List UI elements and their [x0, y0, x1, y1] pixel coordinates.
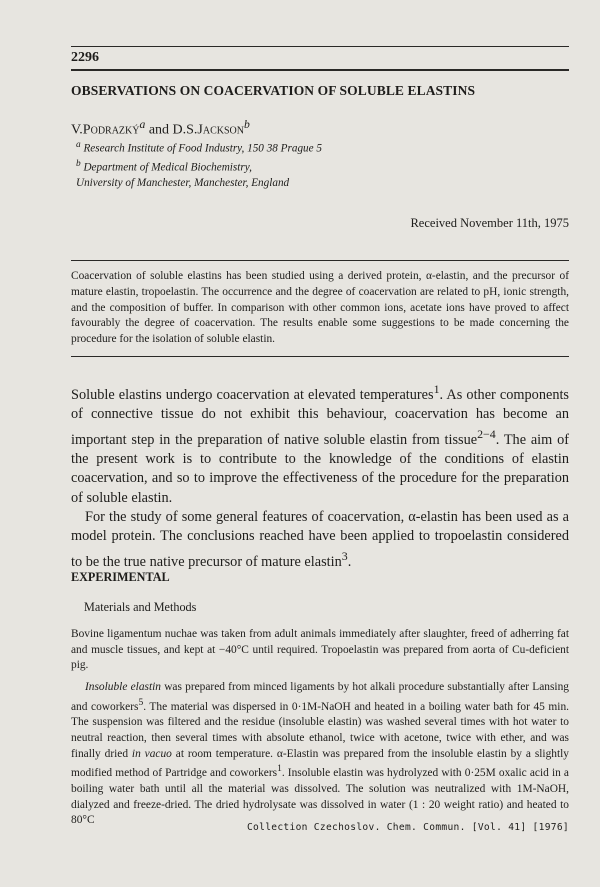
author-2-mark: b: [244, 118, 250, 131]
author-1-mark: a: [139, 118, 146, 131]
intro-paragraph-1: Soluble elastins undergo coacervation at elevated temperatures$^1$. As other components of connective tissue do not exhibit this behaviour, coacervation has become an important step in the preparation of native soluble elastin from tissue$^{2-4}$. The aim of the present work is to contribute to the knowledge of the conditions of elastin coacervation, and so to improve the effectiveness of the procedure for the preparation of soluble elastin.: [71, 382, 569, 506]
affiliation-b-cont: University of Manchester, Manchester, England: [76, 177, 290, 190]
body-paragraph-1: Bovine ligamentum nuchae was taken from adult animals immediately after slaughter, freed of adherring fat and muscle tissues, and kept at −40°C until required. Tropoelastin was prepared from aorta of Cu-deficient pig.: [71, 628, 569, 672]
affiliations: [76, 138, 322, 192]
header-rule-thin: [71, 46, 569, 47]
affiliation-a: $^a$ Research Institute of Food Industry, 150 38 Prague 5: [76, 140, 322, 155]
author-conj: and: [145, 122, 173, 138]
journal-footer: Collection Czechoslov. Chem. Commun. [Vol. 41] [1976]: [246, 822, 569, 833]
experimental-body: [71, 627, 569, 835]
article-title: OBSERVATIONS ON COACERVATION OF SOLUBLE ELASTINS: [71, 83, 476, 98]
author-2: D.S.Jackson: [172, 122, 244, 138]
page-number: 2296: [71, 50, 99, 65]
section-heading-experimental: EXPERIMENTAL: [71, 570, 170, 584]
subsection-heading: Materials and Methods: [84, 600, 197, 614]
abstract-rule-bottom: [71, 356, 569, 357]
abstract: Coacervation of soluble elastins has been studied using a derived protein, α-elastin, and the precursor of mature elastin, tropoelastin. The occurrence and the degree of coacervation are related to pH, ionic strength, and the composition of buffer. In comparison with other common ions, acetate ions have proved to affect favourably the degree of coacervation. The results enable some suggestions to be made concerning the procedure for the isolation of soluble elastin.: [71, 270, 569, 346]
received-date: Received November 11th, 1975: [410, 216, 569, 230]
header-rule-thick: [71, 69, 569, 71]
affiliation-b: $^b$ Department of Medical Biochemistry,: [76, 159, 252, 174]
author-1: V.Podrazký: [71, 122, 140, 138]
body-paragraph-2: Insoluble elastin was prepared from minced ligaments by hot alkali procedure substantially after Lansing and coworkers$^5$. The material was dispersed in 0·1M-NaOH and heated in a boiling water bath for 45 min. The suspension was filtered and the residue (insoluble elastin) was washed several times with hot water to neutral reaction, then several times with absolute ethanol, twice with acetone, twice with ether, and was finally dried in vacuo at room temperature. α-Elastin was prepared from the insoluble elastin by a slightly modified method of Partridge and coworkers$^1$. Insoluble elastin was hydrolyzed with 0·25M oxalic acid in a boiling water bath until all the material was dissolved. The solution was neutralized with 1M-NaOH, dialyzed and freeze-dried. The dried hydrolysate was dissolved in water (1 : 20 weight ratio) and heated to 80°C: [71, 681, 570, 827]
abstract-rule-top: [71, 260, 569, 261]
introduction: [71, 380, 569, 572]
author-line: [71, 118, 250, 139]
intro-paragraph-2: For the study of some general features of coacervation, α-elastin has been used as a model protein. The conclusions reached have been applied to tropoelastin considered to be the true native precursor of mature elastin$^3$.: [71, 508, 569, 570]
